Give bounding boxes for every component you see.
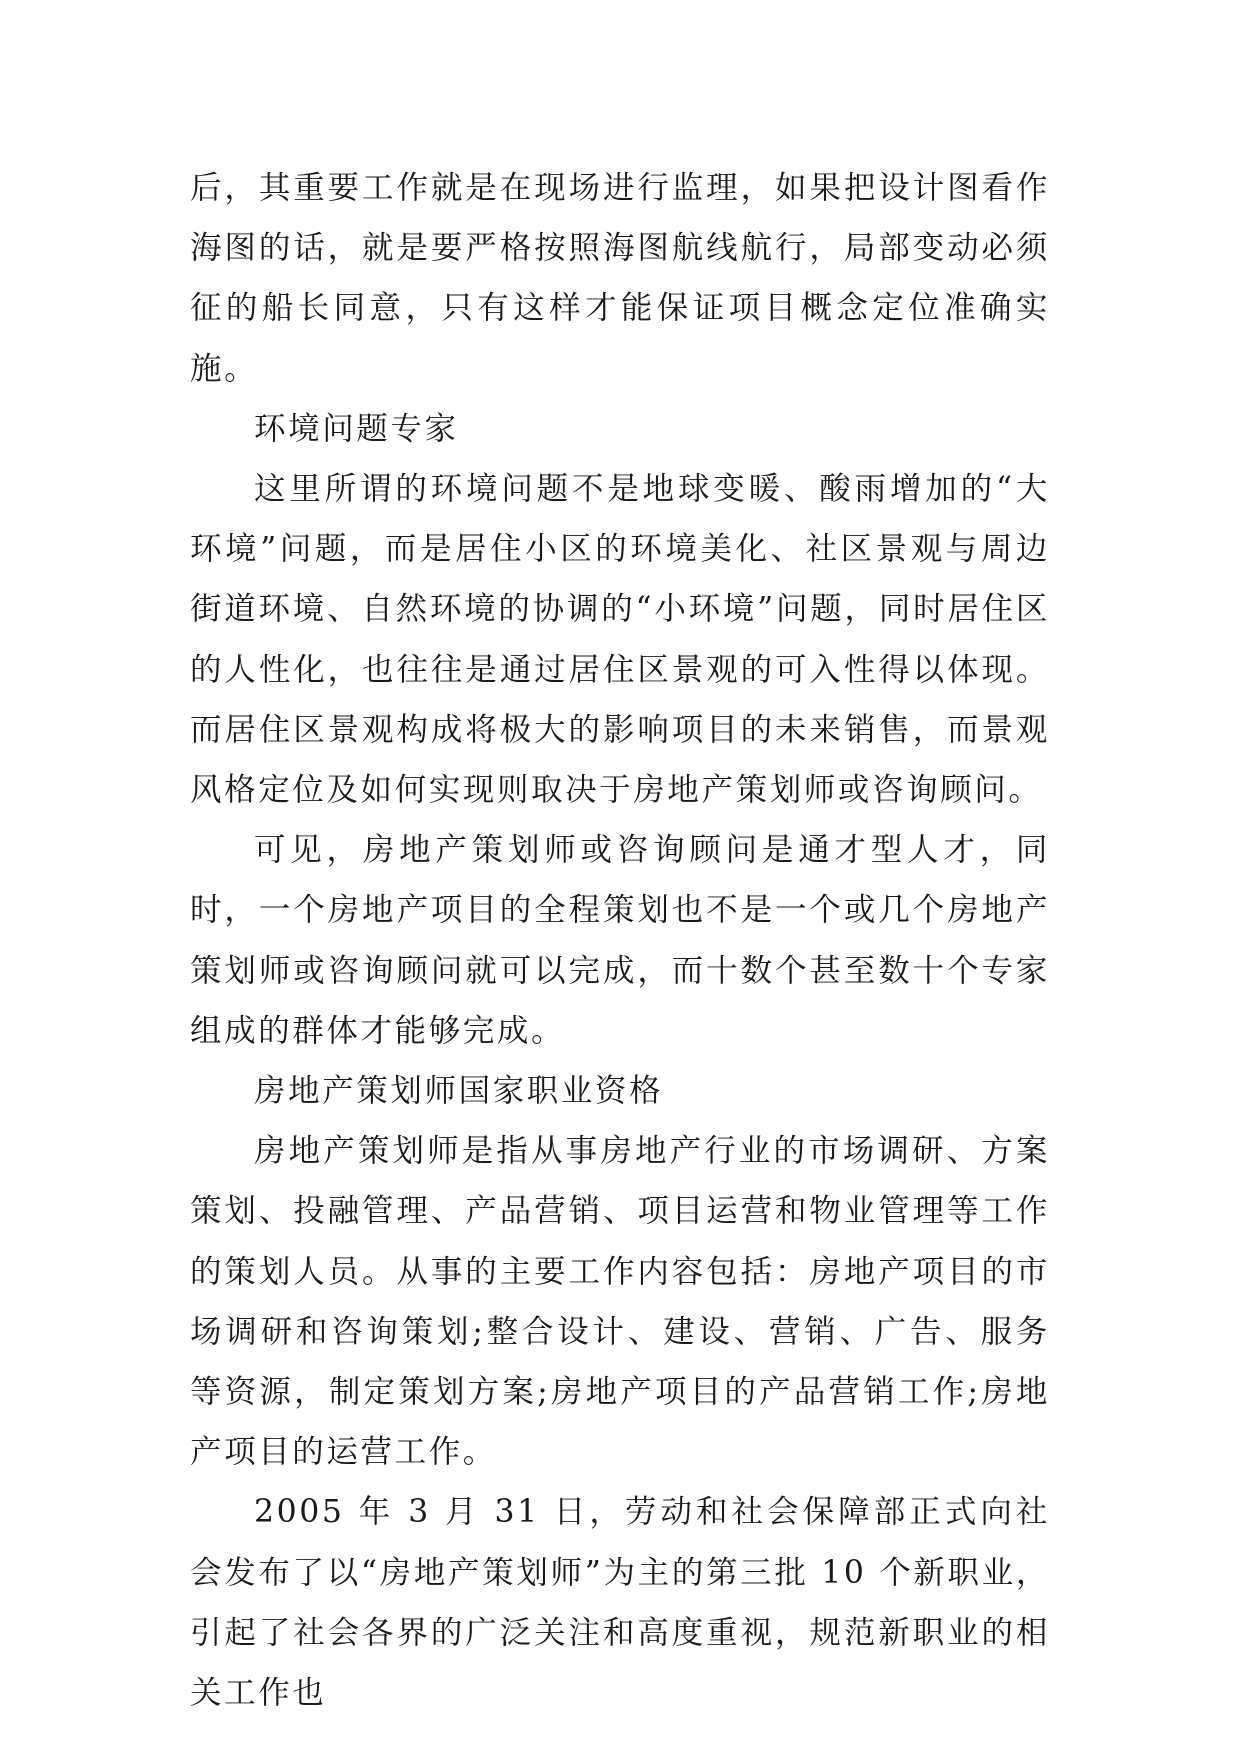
paragraph-continuation: 后，其重要工作就是在现场进行监理，如果把设计图看作海图的话，就是要严格按照海图航线航行，局部变动必须征的船长同意，只有这样才能保证项目概念定位准确实施。	[190, 170, 1050, 387]
paragraph-announcement: 2005 年 3 月 31 日，劳动和社会保障部正式向社会发布了以“房地产策划师”为主的第三批 10 个新职业，引起了社会各界的广泛关注和高度重视，规范新职业的相关工作也	[190, 1494, 1050, 1712]
paragraph-conclusion: 可见，房地产策划师或咨询顾问是通才型人才，同时，一个房地产项目的全程策划也不是一个或几个房地产策划师或咨询顾问就可以完成，而十数个甚至数十个专家组成的群体才能够完成。	[190, 832, 1050, 1049]
paragraph-environment: 这里所谓的环境问题不是地球变暖、酸雨增加的“大环境”问题，而是居住小区的环境美化、社区景观与周边街道环境、自然环境的协调的“小环境”问题，同时居住区的人性化，也往往是通过居住区景观的可入性得以体现。而居住区景观构成将极大的影响项目的未来销售，而景观风格定位及如何实现则取决于房地产策划师或咨询顾问。	[190, 471, 1050, 809]
section-heading-environment-expert: 环境问题专家	[254, 410, 459, 447]
section-heading-qualification: 房地产策划师国家职业资格	[254, 1073, 664, 1110]
document-body	[190, 158, 1050, 1723]
paragraph-definition: 房地产策划师是指从事房地产行业的市场调研、方案策划、投融管理、产品营销、项目运营和物业管理等工作的策划人员。从事的主要工作内容包括：房地产项目的市场调研和咨询策划;整合设计、建设、营销、广告、服务等资源，制定策划方案;房地产项目的产品营销工作;房地产项目的运营工作。	[190, 1133, 1050, 1471]
